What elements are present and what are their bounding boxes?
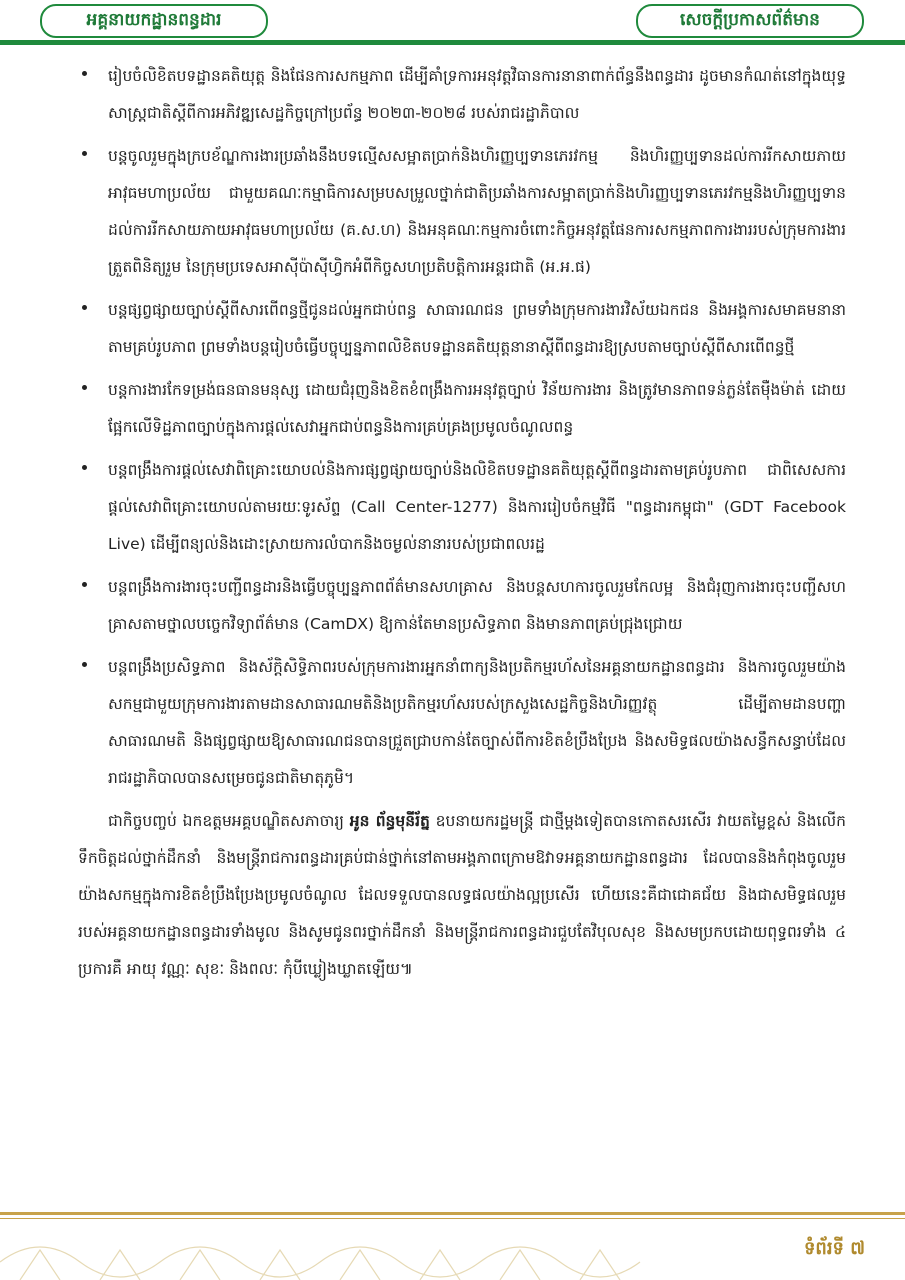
- list-item-text: បន្តពង្រឹងការងារចុះបញ្ជីពន្ធដារនិងធ្វើបច្ចុប្បន្នភាពព័ត៌មានសហគ្រាស និងបន្តសហការចូលរួមកែលម្អ និងជំរុញការងារចុះបញ្ជីសហគ្រាសតាមថ្នាលបច្ចេកវិទ្យាព័ត៌មាន (CamDX) ឱ្យកាន់តែមានប្រសិទ្ធភាព និងមានភាពគ្រប់ជ្រុងជ្រោយ: [108, 578, 846, 633]
- list-item-text: រៀបចំលិខិតបទដ្ឋានគតិយុត្ត និងផែនការសកម្មភាព ដើម្បីគាំទ្រការអនុវត្តវិធានការនានាពាក់ព័ន្ធនឹងពន្ធដារ ដូចមានកំណត់នៅក្នុងយុទ្ធសាស្ត្រជាតិស្តីពីការអភិវឌ្ឍសេដ្ឋកិច្ចក្រៅប្រព័ន្ធ ២០២៣-២០២៨ របស់រាជរដ្ឋាភិបាល: [108, 67, 846, 122]
- footer-rule-thin: [0, 1218, 905, 1219]
- bullet-dot-icon: [82, 662, 87, 667]
- closing-paragraph: [78, 803, 846, 988]
- list-item-text: បន្តផ្សព្វផ្សាយច្បាប់ស្តីពីសារពើពន្ធថ្មីជូនដល់អ្នកជាប់ពន្ធ សាធារណជន ព្រមទាំងក្រុមការងារវិស័យឯកជន និងអង្គការសមាគមនានាតាមគ្រប់រូបភាព ព្រមទាំងបន្តរៀបចំធ្វើបច្ចុប្បន្នភាពលិខិតបទដ្ឋានគតិយុត្តនានាស្តីពីពន្ធដារឱ្យស្របតាមច្បាប់ស្តីពីសារពើពន្ធថ្មី: [108, 301, 846, 356]
- bullet-dot-icon: [82, 465, 87, 470]
- list-item: [78, 649, 846, 797]
- list-item: [78, 569, 846, 643]
- list-item: [78, 452, 846, 563]
- list-item-text: បន្តការងារកែទម្រង់ធនធានមនុស្ស ដោយជំរុញនិងខិតខំពង្រឹងការអនុវត្តច្បាប់ វិន័យការងារ និងត្រូវមានភាពទន់ភ្លន់តែម៉ឺងម៉ាត់ ដោយផ្អែកលើទិដ្ឋភាពច្បាប់ក្នុងការផ្តល់សេវាអ្នកជាប់ពន្ធនិងការគ្រប់គ្រងប្រមូលចំណូលពន្ធ: [108, 381, 846, 436]
- document-body: [78, 58, 846, 988]
- bullet-dot-icon: [82, 385, 87, 390]
- deputy-pm-name: អូន ព័ន្ធមុនីរ័ត្ន: [349, 812, 430, 830]
- list-item: [78, 58, 846, 132]
- list-item: [78, 372, 846, 446]
- bullet-dot-icon: [82, 151, 87, 156]
- bullet-list: [78, 58, 846, 797]
- list-item-text: បន្តពង្រឹងប្រសិទ្ធភាព និងស័ក្តិសិទ្ធិភាពរបស់ក្រុមការងារអ្នកនាំពាក្យនិងប្រតិកម្មរហ័សនៃអគ្គនាយកដ្ឋានពន្ធដារ និងការចូលរួមយ៉ាងសកម្មជាមួយក្រុមការងារតាមដានសាធារណមតិនិងប្រតិកម្មរហ័សរបស់ក្រសួងសេដ្ឋកិច្ចនិងហិរញ្ញវត្ថុ ដើម្បីតាមដានបញ្ហាសាធារណមតិ និងផ្សព្វផ្សាយឱ្យសាធារណជនបានជ្រួតជ្រាបកាន់តែច្បាស់ពីការខិតខំប្រឹងប្រែង និងសមិទ្ធផលយ៉ាងសន្ធឹកសន្ធាប់ដែលរាជរដ្ឋាភិបាលបានសម្រេចជូនជាតិមាតុភូមិ។: [108, 658, 846, 787]
- header-rule: [0, 40, 905, 45]
- footer-ornament-pattern: [0, 1222, 905, 1280]
- bullet-dot-icon: [82, 582, 87, 587]
- list-item: [78, 138, 846, 286]
- header-department-title: អគ្គនាយកដ្ឋានពន្ធដារ: [40, 4, 268, 38]
- closing-intro: ជាកិច្ចបញ្ចប់ ឯកឧត្តមអគ្គបណ្ឌិតសភាចារ្យ: [108, 812, 350, 830]
- list-item-text: បន្តពង្រឹងការផ្តល់សេវាពិគ្រោះយោបល់និងការផ្សព្វផ្សាយច្បាប់និងលិខិតបទដ្ឋានគតិយុត្តស្តីពីពន្ធដារតាមគ្រប់រូបភាព ជាពិសេសការផ្តល់សេវាពិគ្រោះយោបល់តាមរយៈទូរស័ព្ទ (Call Center-1277) និងការរៀបចំកម្មវិធី "ពន្ធដារកម្ពុជា" (GDT Facebook Live) ដើម្បីពន្យល់និងដោះស្រាយការលំបាកនិងចម្ងល់នានារបស់ប្រជាពលរដ្ឋ: [108, 461, 846, 553]
- header-document-type: សេចក្តីប្រកាសព័ត៌មាន: [636, 4, 864, 38]
- bullet-dot-icon: [82, 305, 87, 310]
- page-number: ទំព័រទី ៧: [803, 1238, 865, 1259]
- footer-rule: [0, 1212, 905, 1215]
- closing-body: ឧបនាយករដ្ឋមន្ត្រី ជាថ្មីម្តងទៀតបានកោតសរសើរ វាយតម្លៃខ្ពស់ និងលើកទឹកចិត្តដល់ថ្នាក់ដឹកនាំ និងមន្ត្រីរាជការពន្ធដារគ្រប់ជាន់ថ្នាក់នៅតាមអង្គភាពក្រោមឱវាទអគ្គនាយកដ្ឋានពន្ធដារ ដែលបាននិងកំពុងចូលរួមយ៉ាងសកម្មក្នុងការខិតខំប្រឹងប្រែងប្រមូលចំណូល ដែលទទួលបានលទ្ធផលយ៉ាងល្អប្រសើរ ហើយនេះគឺជាជោគជ័យ និងជាសមិទ្ធផលរួមរបស់អគ្គនាយកដ្ឋានពន្ធដារទាំងមូល និងសូមជូនពរថ្នាក់ដឹកនាំ និងមន្ត្រីរាជការពន្ធដារជួបតែវិបុលសុខ និងសមប្រកបដោយពុទ្ធពរទាំង ៤ ប្រការគឺ អាយុ វណ្ណៈ សុខៈ និងពលៈ កុំបីឃ្លៀងឃ្លាតឡើយ៕: [78, 812, 846, 978]
- list-item-text: បន្តចូលរួមក្នុងក្របខ័ណ្ឌការងារប្រឆាំងនឹងបទល្មើសសម្អាតប្រាក់និងហិរញ្ញប្បទានភេរវកម្ម និងហិរញ្ញប្បទានដល់ការរីកសាយភាយអាវុធមហាប្រល័យ ជាមួយគណៈកម្មាធិការសម្របសម្រួលថ្នាក់ជាតិប្រឆាំងការសម្អាតប្រាក់និងហិរញ្ញប្បទានភេរវកម្មនិងហិរញ្ញប្បទានដល់ការរីកសាយភាយអាវុធមហាប្រល័យ (គ.ស.ហ) និងអនុគណៈកម្មការចំពោះកិច្ចអនុវត្តផែនការសកម្មភាពការងាររបស់ក្រុមការងារត្រួតពិនិត្យរួម នៃក្រុមប្រទេសអាស៊ីប៉ាស៊ីហ្វិកអំពីកិច្ចសហប្រតិបត្តិការអន្តរជាតិ (អ.អ.ផ): [108, 147, 846, 276]
- list-item: [78, 292, 846, 366]
- bullet-dot-icon: [82, 71, 87, 76]
